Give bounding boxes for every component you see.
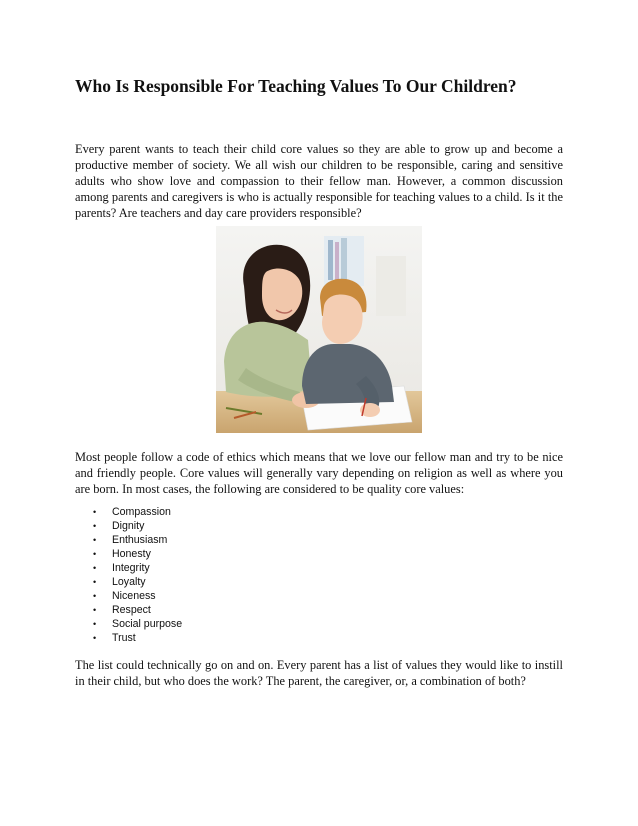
bullet-icon: •: [93, 605, 97, 615]
values-list: [75, 505, 375, 645]
bullet-icon: •: [93, 549, 97, 559]
closing-paragraph: The list could technically go on and on. Every parent has a list of values they would like to instill in their child, but who does the work? The parent, the caregiver, or, a combination of both?: [75, 658, 563, 688]
core-values-paragraph: Most people follow a code of ethics which means that we love our fellow man and try to be nice and friendly people. Core values will generally vary depending on religion as well as where you are born. In most cases, the following are considered to be quality core values:: [75, 450, 563, 496]
list-item: • Social purpose: [93, 618, 183, 630]
list-item: • Dignity: [93, 520, 145, 532]
document-title: Who Is Responsible For Teaching Values To Our Children?: [75, 76, 517, 96]
intro-paragraph: Every parent wants to teach their child core values so they are able to grow up and become a productive member of society. We all wish our children to be responsible, caring and sensitive adults who show love and compassion to their fellow man. However, a common discussion among parents and caregivers is who is actually responsible for teaching values to a child. Is it the parents? Are teachers and day care providers responsible?: [75, 142, 563, 220]
list-item: • Loyalty: [93, 576, 146, 588]
bullet-icon: •: [93, 619, 97, 629]
bullet-icon: •: [93, 521, 97, 531]
bullet-icon: •: [93, 577, 97, 587]
mother-teaching-child-photo: [216, 226, 422, 433]
bullet-icon: •: [93, 591, 97, 601]
list-item: • Respect: [93, 604, 151, 616]
bullet-icon: •: [93, 535, 97, 545]
list-item: • Niceness: [93, 590, 156, 602]
list-item: • Integrity: [93, 562, 150, 574]
bullet-icon: •: [93, 563, 97, 573]
list-item: • Compassion: [93, 506, 171, 518]
list-item: • Trust: [93, 632, 136, 644]
bullet-icon: •: [93, 507, 97, 517]
list-item: • Honesty: [93, 548, 151, 560]
list-item: • Enthusiasm: [93, 534, 168, 546]
bullet-icon: •: [93, 633, 97, 643]
